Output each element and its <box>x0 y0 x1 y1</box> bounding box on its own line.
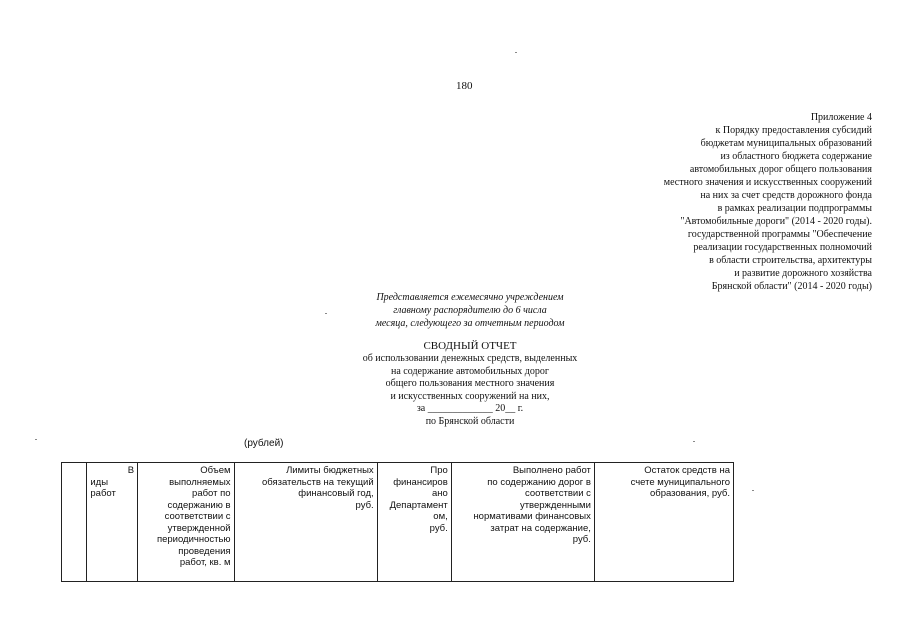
header-cell-index <box>62 463 87 582</box>
scan-speck <box>693 441 695 442</box>
currency-note: (рублей) <box>244 438 284 449</box>
header-text: В <box>127 465 135 476</box>
appendix-line: местного значения и искусственных сооружений <box>663 177 872 188</box>
report-subtitle-line: общего пользования местного значения <box>385 378 555 389</box>
scan-speck <box>752 490 754 491</box>
header-text: по содержанию дорог в <box>487 476 591 488</box>
appendix-line: и развитие дорожного хозяйства <box>734 268 872 279</box>
header-cell-budget-limits <box>234 463 377 582</box>
header-text: Объем <box>200 465 231 476</box>
appendix-line: государственной программы "Обеспечение <box>687 229 872 240</box>
header-text: нормативами финансовых <box>473 511 591 522</box>
page-number: 180 <box>456 80 473 92</box>
appendix-caption <box>572 111 872 293</box>
appendix-line: "Автомобильные дороги" (2014 - 2020 годы). <box>680 216 872 227</box>
report-title-block <box>310 339 630 428</box>
header-text: Про <box>430 465 448 476</box>
report-table <box>61 462 734 582</box>
header-text: утвержденными <box>519 499 591 511</box>
header-text: утвержденной <box>167 522 231 534</box>
header-text: иды <box>90 476 109 488</box>
report-subtitle-line: об использовании денежных средств, выделенных <box>362 353 578 364</box>
header-text: Лимиты бюджетных <box>286 465 374 476</box>
submission-line: главному распорядителю до 6 числа <box>393 305 547 316</box>
report-title: СВОДНЫЙ ОТЧЕТ <box>423 340 517 352</box>
header-text: образования, руб. <box>649 488 730 499</box>
header-text: выполняемых <box>169 476 231 488</box>
report-period-line: за _____________ 20__ г. <box>416 403 524 414</box>
header-text: ано <box>431 488 448 499</box>
appendix-line: автомобильных дорог общего пользования <box>689 164 872 175</box>
header-text: руб. <box>429 522 448 534</box>
appendix-line: к Порядку предоставления субсидий <box>715 125 872 136</box>
report-subtitle-line: и искусственных сооружений на них, <box>390 390 550 402</box>
header-cell-completed-works <box>451 463 594 582</box>
header-text: Департамент <box>389 499 448 511</box>
header-cell-remaining-funds <box>594 463 733 582</box>
scan-speck <box>325 313 327 314</box>
report-region-line: по Брянской области <box>425 415 515 427</box>
header-text: работ, кв. м <box>179 557 231 568</box>
header-text: ом, <box>433 511 448 522</box>
appendix-line: Приложение 4 <box>810 112 872 123</box>
appendix-line: в рамках реализации подпрограммы <box>717 203 872 214</box>
header-text: соответствии с <box>525 488 591 499</box>
header-text: содержанию в <box>167 499 231 511</box>
appendix-line: в области строительства, архитектуры <box>709 255 872 266</box>
header-text: затрат на содержание, <box>490 522 591 534</box>
table-header-row <box>62 463 734 582</box>
header-text: работ <box>90 488 116 499</box>
appendix-line: из областного бюджета содержание <box>720 151 872 162</box>
header-text: руб. <box>355 499 374 511</box>
header-text: финансиров <box>393 476 448 488</box>
header-text: счете муниципального <box>630 476 730 488</box>
header-text: соответствии с <box>164 511 231 522</box>
header-cell-work-volume <box>138 463 234 582</box>
header-cell-financed <box>377 463 451 582</box>
submission-line: месяца, следующего за отчетным периодом <box>375 318 565 329</box>
report-subtitle-line: на содержание автомобильных дорог <box>391 365 549 377</box>
header-text: проведения <box>178 545 231 557</box>
header-text: Остаток средств на <box>644 465 730 476</box>
appendix-line: бюджетам муниципальных образований <box>700 138 872 149</box>
submission-line: Представляется ежемесячно учреждением <box>376 292 564 303</box>
header-text: работ по <box>192 488 231 499</box>
scan-speck <box>515 52 517 53</box>
header-text: Выполнено работ <box>512 465 591 476</box>
header-text: периодичностью <box>156 534 231 545</box>
header-text: руб. <box>572 534 591 545</box>
appendix-line: Брянской области" (2014 - 2020 годы) <box>711 281 872 292</box>
submission-note <box>310 291 630 330</box>
header-text: финансовый год, <box>298 488 374 499</box>
appendix-line: на них за счет средств дорожного фонда <box>700 190 872 201</box>
scan-speck <box>35 439 37 440</box>
appendix-line: реализации государственных полномочий <box>693 242 872 253</box>
header-text: обязательств на текущий <box>261 476 374 488</box>
header-cell-work-types <box>87 463 138 582</box>
